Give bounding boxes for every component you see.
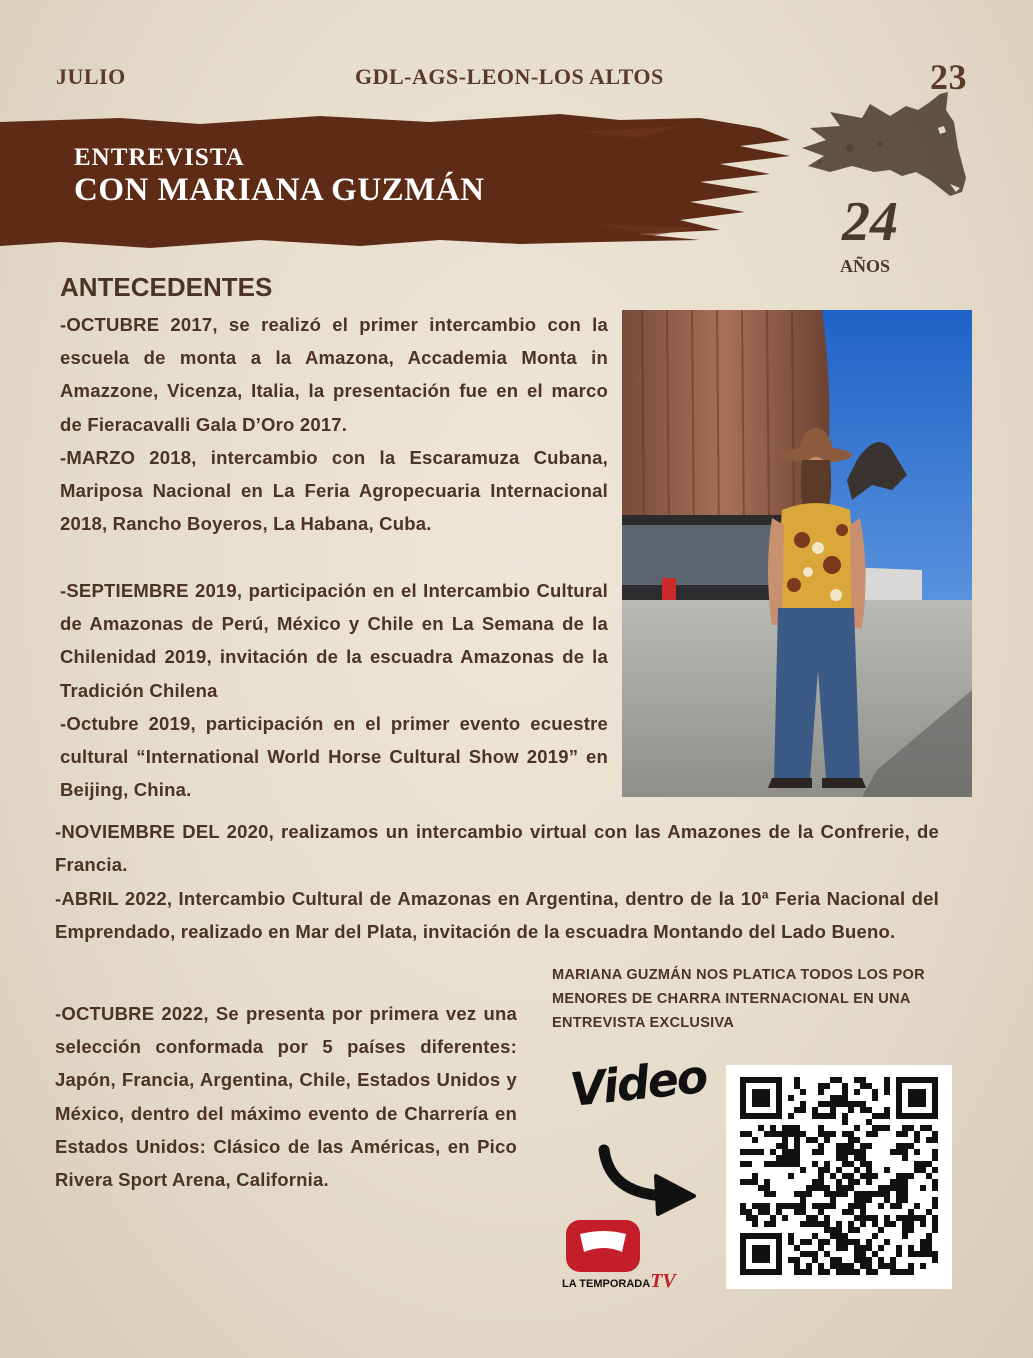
paragraph-mar-2018: -MARZO 2018, intercambio con la Escaramuza Cubana, Mariposa Nacional en La Feria Agropecuaria Internacional 2018, Rancho Boyeros, La Habana, Cuba. <box>60 447 608 535</box>
banner-title-line2: CON MARIANA GUZMÁN <box>74 172 485 208</box>
header-month: JULIO <box>56 64 126 89</box>
curved-arrow-icon <box>596 1138 706 1218</box>
paragraph-sep-2019: -SEPTIEMBRE 2019, participación en el Intercambio Cultural de Amazonas de Perú, México y Chile en La Semana de la Chilenidad 2019, invitación de la escuadra Amazonas de la Tradición Chilena <box>60 580 608 701</box>
paragraph-oct-2019: -Octubre 2019, participación en el primer evento ecuestre cultural “International World Horse Cultural Show 2019” en Beijing, China. <box>60 713 608 801</box>
paragraph-oct-2022: -OCTUBRE 2022, Se presenta por primera vez una selección conformada por 5 países diferentes: Japón, Francia, Argentina, Chile, Estados Unidos y México, dentro del máximo evento de Charrería en Estados Unidos: Clásico de las Américas, en Pico Rivera Sport Arena, California. <box>55 1003 517 1191</box>
page-number: 23 <box>930 57 967 97</box>
anniversary-word: AÑOS <box>839 256 890 276</box>
tv-brand-label <box>562 1270 676 1293</box>
video-label: Video <box>567 1049 709 1117</box>
paragraph-apr-2022: -ABRIL 2022, Intercambio Cultural de Amazonas en Argentina, dentro de la 10ª Feria Nacional del Emprendado, realizado en Mar del Plata, invitación de la escuadra Montando del Lado Bueno. <box>55 888 939 943</box>
anniversary-number: 24 <box>842 191 898 253</box>
tv-brand-name: LA TEMPORADA <box>562 1278 651 1290</box>
photo-mariana-guzman <box>622 310 972 797</box>
banner-title-line1: ENTREVISTA <box>74 144 245 171</box>
paragraph-oct-2017: -OCTUBRE 2017, se realizó el primer intercambio con la escuela de monta a la Amazona, Accademia Monta in Amazzone, Vicenza, Italia, la presentación fue en el marco de Fieracavalli Gala D’Oro 2017. <box>60 314 608 435</box>
section-heading: ANTECEDENTES <box>60 272 273 302</box>
promo-text: MARIANA GUZMÁN NOS PLATICA TODOS LOS POR MENORES DE CHARRA INTERNACIONAL EN UNA ENTREVISTA EXCLUSIVA <box>552 967 925 1031</box>
qr-code[interactable] <box>726 1065 952 1289</box>
header-region: GDL-AGS-LEON-LOS ALTOS <box>355 64 664 89</box>
tv-brand-suffix: TV <box>650 1270 676 1292</box>
paragraph-nov-2020: -NOVIEMBRE DEL 2020, realizamos un intercambio virtual con las Amazones de la Confrerie, de Francia. <box>55 821 939 876</box>
qr-code-graphic <box>726 1065 952 1289</box>
